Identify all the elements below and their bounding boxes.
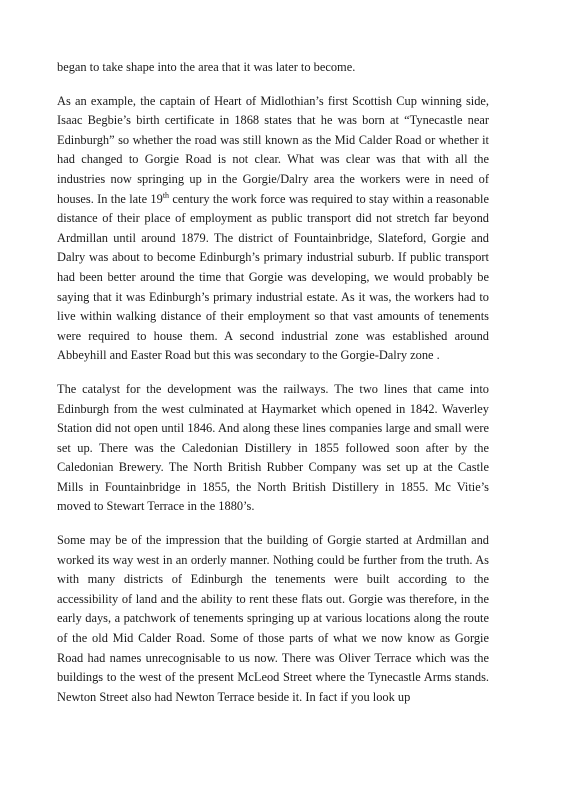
paragraph-2: As an example, the captain of Heart of Midlothian’s first Scottish Cup winning side, Isaac Begbie’s birth certificate in 1868 states that he was born at “Tynecastle near Edinburgh” so whether the road was still known as the Mid Calder Road or whether it had changed to Gorgie Road is not clear. What was clear was that with all the industries now springing up in the Gorgie/Dalry area the workers were in need of houses. In the late 19th century the work force was required to stay within a reasonable distance of their place of employment as public transport did not stretch far beyond Ardmillan until around 1879. The district of Fountainbridge, Slateford, Gorgie and Dalry was about to become Edinburgh’s primary industrial suburb. If public transport had been better around the time that Gorgie was developing, we would probably be saying that it was Edinburgh’s primary industrial estate. As it was, the workers had to live within walking distance of their employment so that vast amounts of tenements were required to house them. A second industrial zone was established around Abbeyhill and Easter Road but this was secondary to the Gorgie-Dalry zone . (57, 93, 489, 363)
ordinal-suffix: th (162, 190, 170, 200)
paragraph-1: began to take shape into the area that it was later to become. (57, 60, 356, 74)
paragraph-3: The catalyst for the development was the railways. The two lines that came into Edinburgh from the west culminated at Haymarket which opened in 1842. Waverley Station did not open until 1846. And along these lines companies large and small were set up. There was the Caledonian Distillery in 1855 followed soon after by the Caledonian Brewery. The North British Rubber Company was set up at the Castle Mills in Fountainbridge in 1855, the North British Distillery in 1855. Mc Vitie’s moved to Stewart Terrace in the 1880’s. (57, 381, 489, 514)
document-body (57, 58, 489, 707)
paragraph-4: Some may be of the impression that the building of Gorgie started at Ardmillan and worked its way west in an orderly manner. Nothing could be further from the truth. As with many districts of Edinburgh the tenements were built according to the accessibility of land and the ability to rent these flats out. Gorgie was therefore, in the early days, a patchwork of tenements springing up at various locations along the route of the old Mid Calder Road. Some of those parts of what we now know as Gorgie Road had names unrecognisable to us now. There was Oliver Terrace which was the buildings to the west of the present McLeod Street where the Tynecastle Arms stands. Newton Street also had Newton Terrace beside it. In fact if you look up (57, 533, 489, 704)
